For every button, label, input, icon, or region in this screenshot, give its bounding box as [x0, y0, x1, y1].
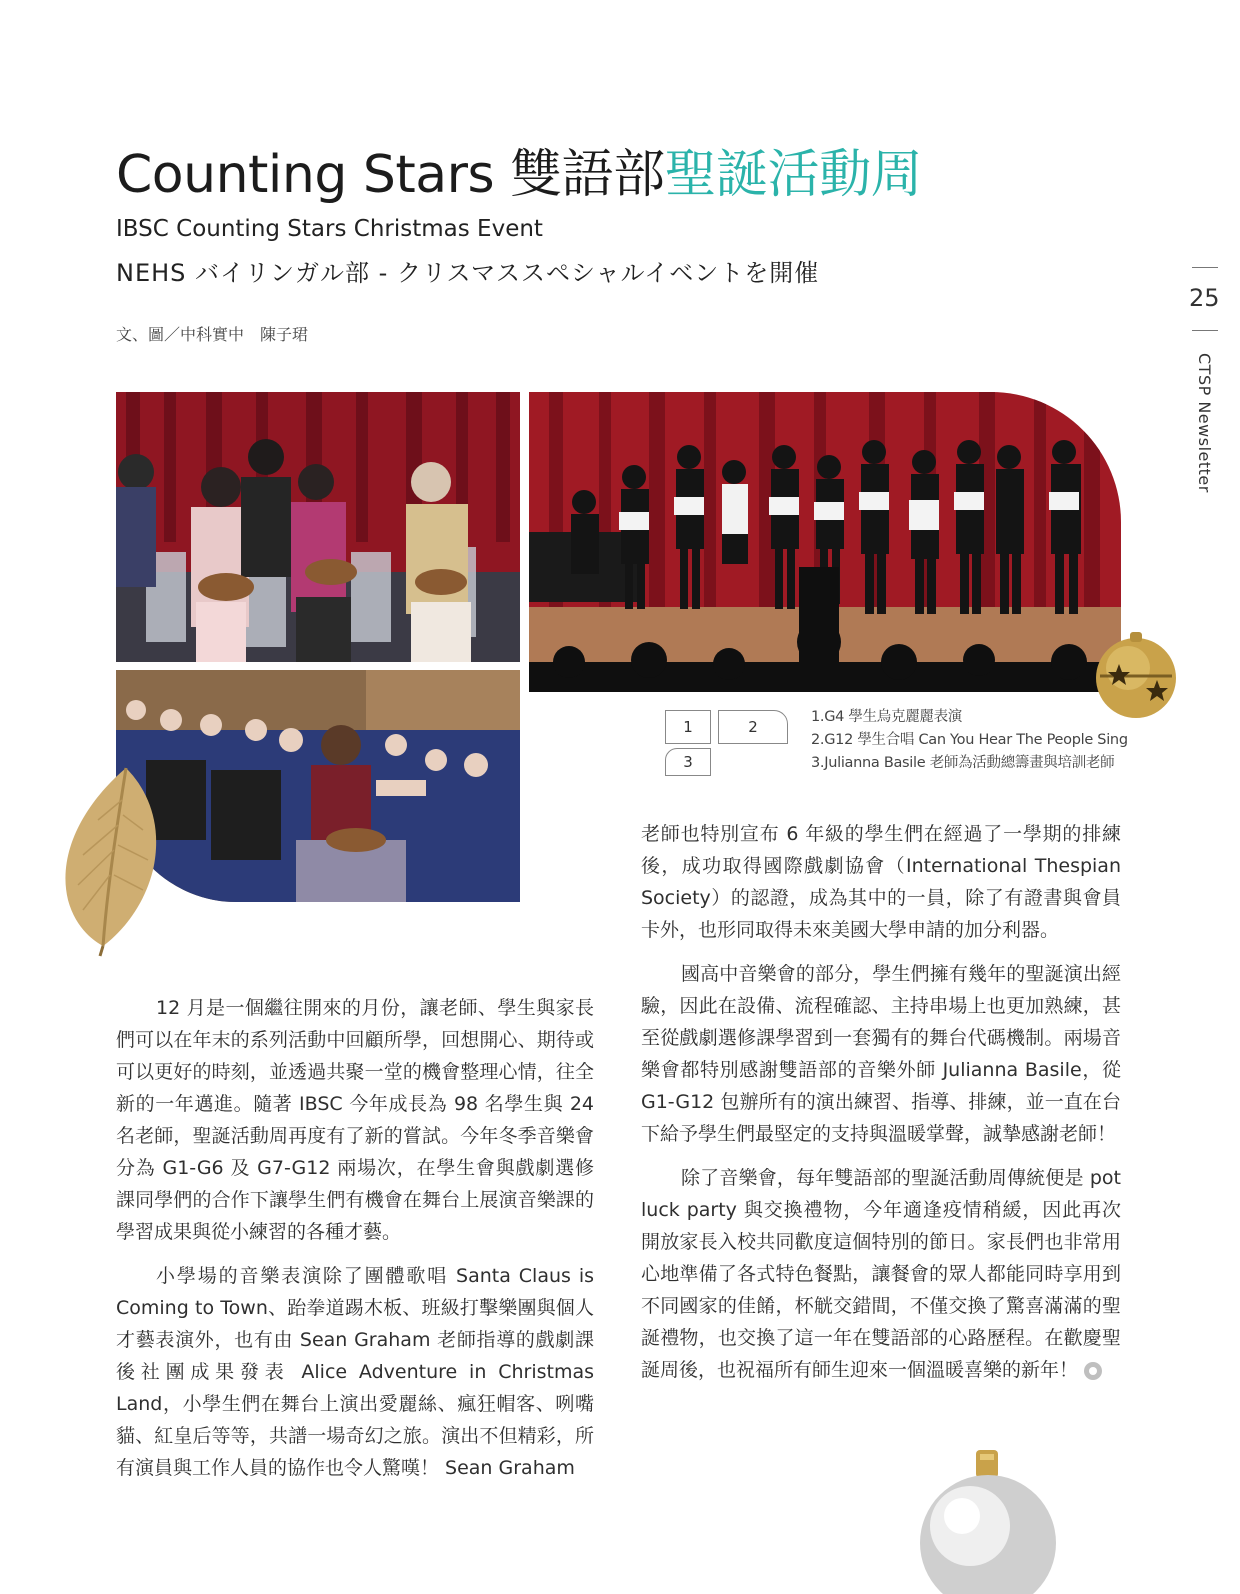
gold-leaf-icon — [48, 760, 178, 960]
paragraph-text: 除了音樂會，每年雙語部的聖誕活動周傳統便是 pot luck party 與交換禮物，今年適逢疫情稍緩，因此再次開放家長入校共同歡度這個特別的節日。家長們也非常用心地準備了各式特色餐點，讓餐會的眾人都能同時享用到不同國家的佳餚，杯觥交錯間，不僅交換了驚喜滿滿的聖誕禮物，也交換了這一年在雙語部的心路歷程。在歡慶聖誕周後，也祝福所有師生迎來一個溫暖喜樂的新年！ — [641, 1167, 1121, 1381]
silver-ornament-icon — [918, 1448, 1058, 1594]
article-title — [116, 143, 922, 207]
subtitle-english: IBSC Counting Stars Christmas Event — [116, 216, 543, 242]
magazine-name: CTSP Newsletter — [1195, 353, 1214, 493]
caption-2: 2.G12 學生合唱 Can You Hear The People Sing — [811, 732, 1128, 748]
page-number-rule-top — [1192, 267, 1218, 268]
article-column-right — [641, 818, 1121, 1398]
title-main: Counting Stars 雙語部 — [116, 145, 665, 205]
paragraph: 老師也特別宣布 6 年級的學生們在經過了一學期的排練後，成功取得國際戲劇協會（International Thespian Society）的認證，成為其中的一員，除了有證書與會員卡外，也形同取得未來美國大學申請的加分利器。 — [641, 823, 1121, 941]
paragraph: 12 月是一個繼往開來的月份，讓老師、學生與家長們可以在年末的系列活動中回顧所學，回想開心、期待或可以更好的時刻，並透過共聚一堂的機會整理心情，往全新的一年邁進。隨著 IBSC 今年成長為 98 名學生與 24 名老師，聖誕活動周再度有了新的嘗試。今年冬季音樂會分為 G1-G6 及 G7-G12 兩場次，在學生會與戲劇選修課同學們的合作下讓學生們有機會在舞台上展演音樂課的學習成果與從小練習的各種才藝。 — [116, 997, 594, 1243]
photo-choir-stage — [529, 392, 1121, 692]
title-accent: 聖誕活動周 — [664, 145, 923, 205]
photo-index-1: 1 — [665, 710, 711, 744]
byline: 文、圖／中科實中 陳子珺 — [116, 325, 309, 344]
photo-index-2: 2 — [718, 710, 788, 744]
paragraph: 國高中音樂會的部分，學生們擁有幾年的聖誕演出經驗，因此在設備、流程確認、主持串場上也更加熟練，甚至從戲劇選修課學習到一套獨有的舞台代碼機制。兩場音樂會都特別感謝雙語部的音樂外師 Julianna Basile，從 G1-G12 包辦所有的演出練習、指導、排練，並一直在台下給予學生們最堅定的支持與溫暖掌聲，誠摯感謝老師！ — [641, 963, 1121, 1145]
page-number-rule-bottom — [1192, 330, 1218, 331]
end-mark-icon — [1084, 1362, 1102, 1380]
photo-ukulele-students — [116, 392, 520, 662]
subtitle-japanese: NEHS バイリンガル部 - クリスマススペシャルイベントを開催 — [116, 259, 820, 287]
photo-captions — [811, 706, 1128, 775]
caption-3: 3.Julianna Basile 老師為活動總籌畫與培訓老師 — [811, 755, 1115, 771]
paragraph: 小學場的音樂表演除了團體歌唱 Santa Claus is Coming to Town、跆拳道踢木板、班級打擊樂團與個人才藝表演外，也有由 Sean Graham 老師指導的戲劇課後社團成果發表 Alice Adventure in Christmas Land，小學生們在舞台上演出愛麗絲、瘋狂帽客、咧嘴貓、紅皇后等等，共譜一場奇幻之旅。演出不但精彩，所有演員與工作人員的協作也令人驚嘆！ Sean Graham — [116, 1265, 594, 1479]
caption-1: 1.G4 學生烏克麗麗表演 — [811, 709, 963, 725]
page-number: 25 — [1189, 284, 1220, 312]
paragraph-final — [641, 1162, 1121, 1386]
article-column-left — [116, 992, 594, 1496]
photo-index-3: 3 — [665, 748, 711, 776]
